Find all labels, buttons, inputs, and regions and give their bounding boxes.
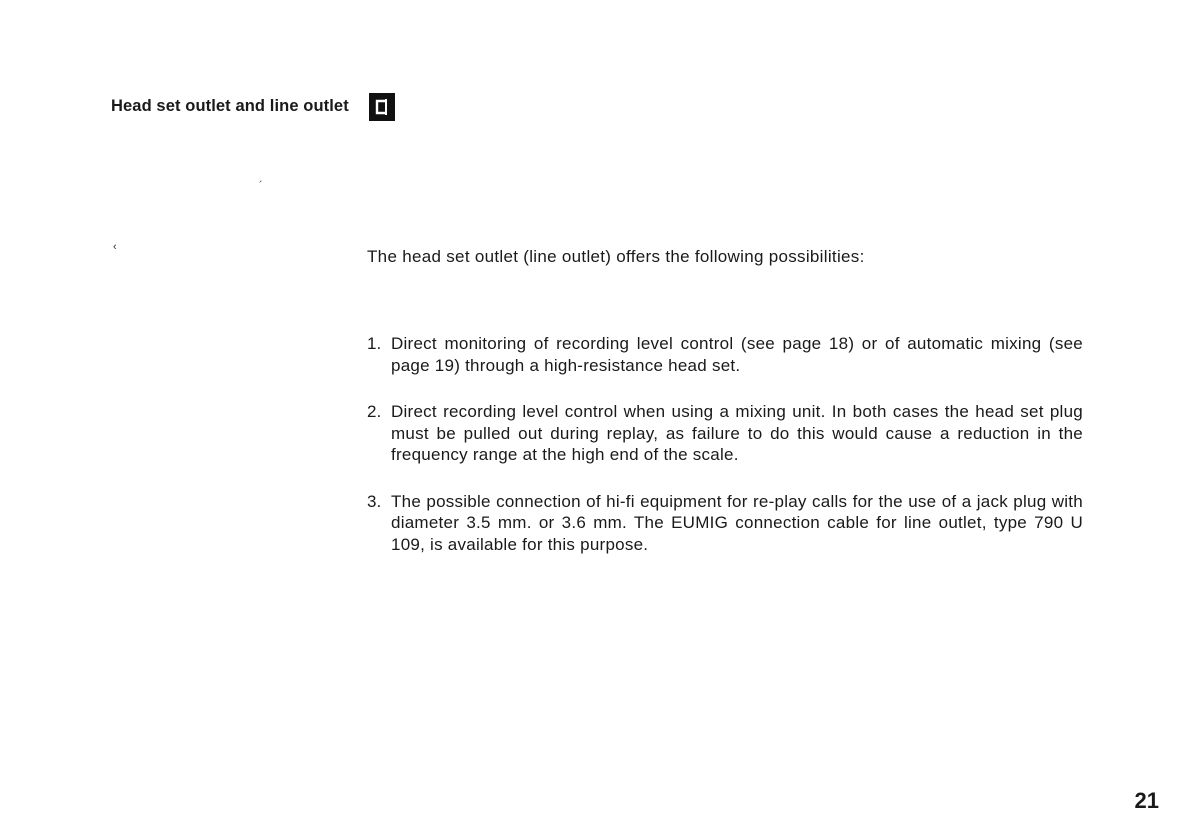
- list-item-text: Direct monitoring of recording level control (see page 18) or of automatic mixing (see page 19) through a high-resistance head set.: [391, 334, 1083, 375]
- possibilities-list: [367, 333, 1083, 580]
- list-item: [367, 401, 1083, 466]
- list-item-number: 1.: [367, 334, 382, 353]
- section-heading: Head set outlet and line outlet: [111, 96, 349, 115]
- list-item: [367, 491, 1083, 556]
- stray-mark: ‹: [113, 241, 117, 253]
- page-number: 21: [1134, 788, 1159, 813]
- intro-text: The head set outlet (line outlet) offers the following possibilities:: [367, 247, 865, 266]
- stray-mark: ´: [259, 180, 263, 192]
- list-item-text: Direct recording level control when using a mixing unit. In both cases the head set plug must be pulled out during replay, as failure to do this would cause a reduction in the frequency range at the high end of the scale.: [391, 402, 1083, 464]
- list-item-text: The possible connection of hi-fi equipment for re-play calls for the use of a jack plug with diameter 3.5 mm. or 3.6 mm. The EUMIG connection cable for line outlet, type 790 U 109, is available for this purpose.: [391, 491, 1083, 554]
- list-item-number: 3.: [367, 491, 382, 511]
- list-item: [367, 333, 1083, 376]
- headset-outlet-symbol-icon: [369, 93, 395, 121]
- list-item-number: 2.: [367, 402, 382, 421]
- section-heading-row: [111, 92, 395, 120]
